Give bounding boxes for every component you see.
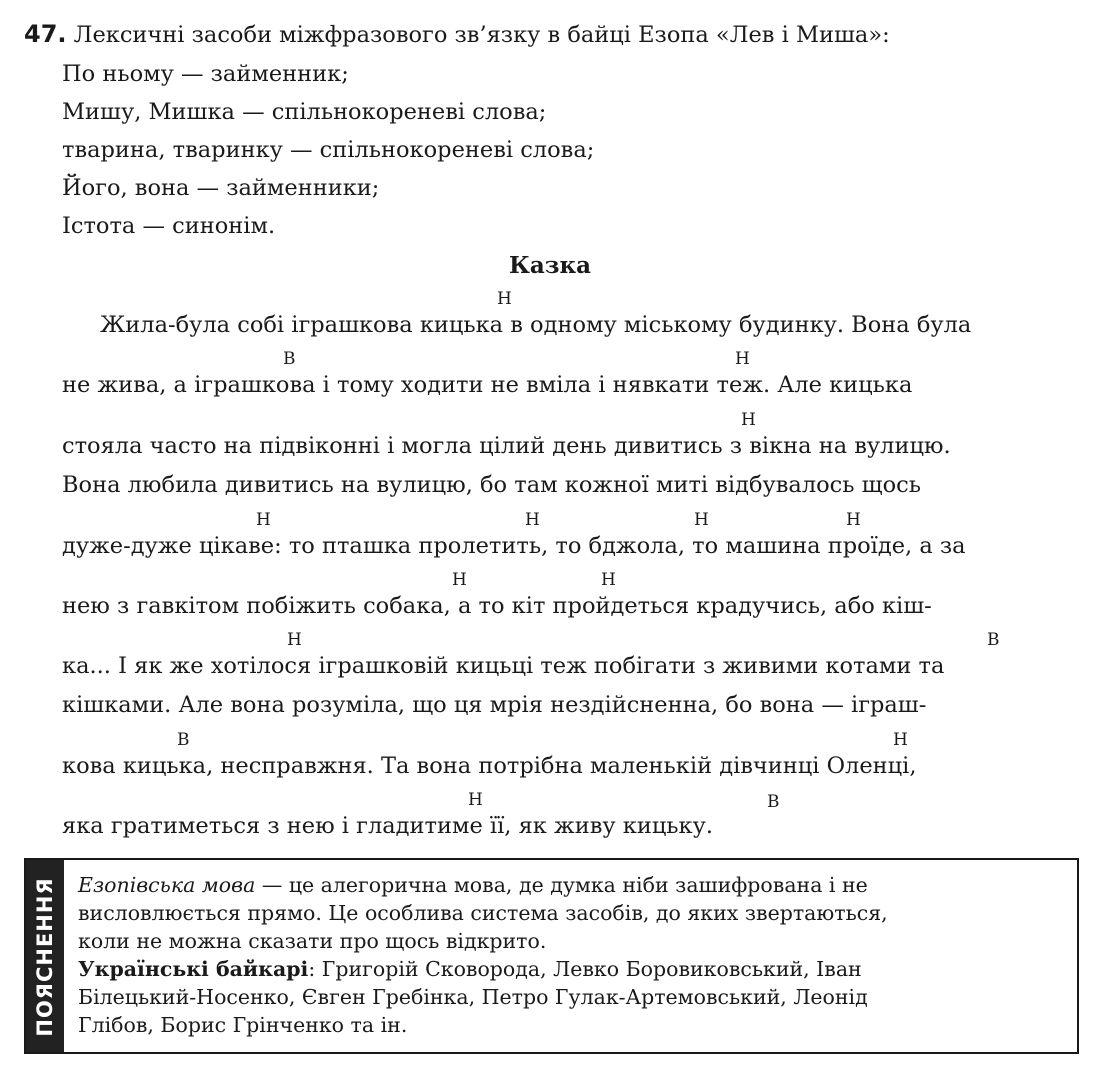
term-ukrainian-fabulists: Українські байкарі [78,957,309,981]
story-title: Казка [508,252,592,279]
explanation-definition [78,872,868,899]
story-line: дуже-дуже цікаве: то пташка пролетить, то бджола, то машина проїде, а за [62,533,966,559]
stress-mark: Н [741,410,756,430]
stress-mark: Н [601,570,616,590]
story-line: Вона любила дивитись на вулицю, бо там кожної миті відбувалось щось [62,472,921,498]
explanation-box [24,858,1079,1054]
stress-mark: Н [846,510,861,530]
stress-mark: Н [893,730,908,750]
explanation-fabulists [78,956,862,983]
explanation-tab-label: ПОЯСНЕННЯ [33,877,57,1037]
stress-mark: Н [287,630,302,650]
exercise-item: Мишу, Мишка — спільнокореневі слова; [62,99,547,125]
stress-mark: Н [468,790,483,810]
stress-mark: Н [452,570,467,590]
stress-mark: В [987,630,1000,650]
stress-mark: Н [694,510,709,530]
exercise-item: Його, вона — займенники; [62,175,380,201]
stress-mark: В [177,730,190,750]
exercise-heading [24,19,890,50]
stress-mark: Н [497,289,512,309]
exercise-number: 47. [24,20,67,48]
explanation-line: коли не можна сказати про щось відкрито. [78,929,547,953]
term-aesopian-language: Езопівська мова [78,873,256,897]
story-line: нею з гавкітом побіжить собака, а то кіт пройдеться крадучись, або кіш- [62,593,932,619]
story-line: Жила-була собі іграшкова кицька в одному міському будинку. Вона була [100,312,972,338]
story-line: не жива, а іграшкова і тому ходити не вміла і нявкати теж. Але кицька [62,372,913,398]
exercise-item: По ньому — займенник; [62,61,349,87]
story-line: стояла часто на підвіконні і могла цілий день дивитись з вікна на вулицю. [62,433,951,459]
explanation-tab [26,860,64,1052]
stress-mark: Н [256,510,271,530]
fabulists-text: : Григорій Сковорода, Левко Боровиковський, Іван [308,957,862,981]
story-line: кішками. Але вона розуміла, що ця мрія нездійсненна, бо вона — іграш- [62,692,927,718]
story-line: ка... І як же хотілося іграшковій кицьці теж побігати з живими котами та [62,653,945,679]
story-line: яка гратиметься з нею і гладитиме її, як живу кицьку. [62,813,714,839]
exercise-item: тварина, тваринку — спільнокореневі слова; [62,137,595,163]
stress-mark: В [767,792,780,812]
story-line: кова кицька, несправжня. Та вона потрібна маленькій дівчинці Оленці, [62,753,917,779]
stress-mark: Н [525,510,540,530]
explanation-line: Білецький-Носенко, Євген Гребінка, Петро Гулак-Артемовський, Леонід [78,985,868,1009]
definition-text: — це алегорична мова, де думка ніби зашифрована і не [255,873,868,897]
explanation-line: висловлюється прямо. Це особлива система засобів, до яких звертаються, [78,901,888,925]
exercise-title: Лексичні засоби міжфразового зв’язку в байці Езопа «Лев і Миша»: [73,22,890,48]
stress-mark: В [283,349,296,369]
exercise-item: Істота — синонім. [62,213,276,239]
explanation-line: Глібов, Борис Грінченко та ін. [78,1013,408,1037]
stress-mark: Н [735,349,750,369]
